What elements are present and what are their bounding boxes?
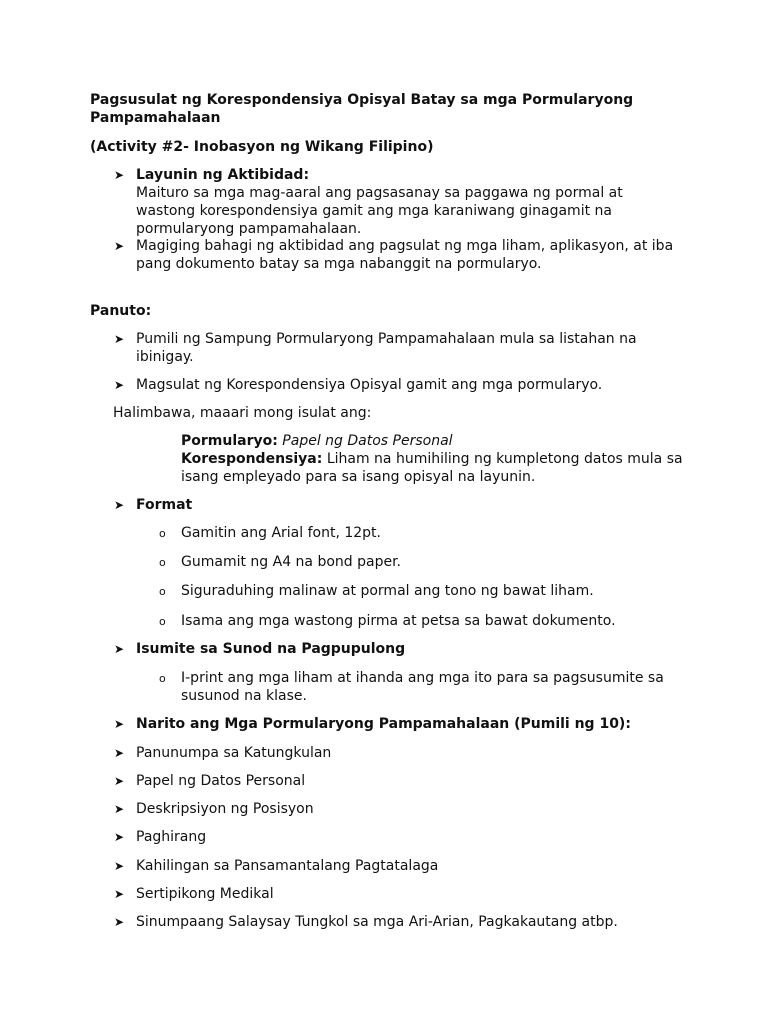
format-item: Isama ang mga wastong pirma at petsa sa bawat dokumento. — [181, 613, 616, 629]
arrowhead-bullet-icon: ➤ — [114, 887, 125, 901]
form-list-item: Sertipikong Medikal — [136, 886, 274, 902]
arrowhead-bullet-icon: ➤ — [114, 774, 125, 788]
example-intro: Halimbawa, maaari mong isulat ang: — [113, 405, 372, 421]
circle-bullet-icon: o — [159, 615, 166, 628]
example-correspondence-line — [181, 451, 683, 469]
example-form-line — [181, 433, 453, 451]
form-list-item: Kahilingan sa Pansamantalang Pagtatalaga — [136, 858, 439, 874]
form-list-item: Papel ng Datos Personal — [136, 773, 306, 789]
example-form-value: Papel ng Datos Personal — [282, 433, 453, 449]
format-item: Siguraduhing malinaw at pormal ang tono ng bawat liham. — [181, 583, 594, 599]
circle-bullet-icon: o — [159, 556, 166, 569]
arrowhead-bullet-icon: ➤ — [114, 239, 125, 253]
objective-line: pormularyong pampamahalaan. — [136, 221, 362, 237]
format-heading: Format — [136, 497, 193, 513]
arrowhead-bullet-icon: ➤ — [114, 859, 125, 873]
instructions-heading: Panuto: — [90, 303, 152, 319]
instruction-line: Pumili ng Sampung Pormularyong Pampamahalaan mula sa listahan na — [136, 331, 637, 347]
submit-heading: Isumite sa Sunod na Pagpupulong — [136, 641, 406, 657]
arrowhead-bullet-icon: ➤ — [114, 332, 125, 346]
arrowhead-bullet-icon: ➤ — [114, 802, 125, 816]
example-form-label: Pormularyo: — [181, 433, 278, 449]
example-correspondence-label: Korespondensiya: — [181, 451, 323, 467]
arrowhead-bullet-icon: ➤ — [114, 378, 125, 392]
format-item: Gumamit ng A4 na bond paper. — [181, 554, 402, 570]
objectives-heading: Layunin ng Aktibidad: — [136, 167, 310, 183]
form-list-item: Panunumpa sa Katungkulan — [136, 745, 332, 761]
arrowhead-bullet-icon: ➤ — [114, 717, 125, 731]
submit-line: susunod na klase. — [181, 688, 307, 704]
form-list-item: Paghirang — [136, 829, 207, 845]
objective-line: Magiging bahagi ng aktibidad ang pagsulat ng mga liham, aplikasyon, at iba — [136, 238, 674, 254]
document-subtitle: (Activity #2- Inobasyon ng Wikang Filipino) — [90, 139, 434, 155]
circle-bullet-icon: o — [159, 672, 166, 685]
form-list-item: Deskripsiyon ng Posisyon — [136, 801, 314, 817]
arrowhead-bullet-icon: ➤ — [114, 498, 125, 512]
instruction-line: Magsulat ng Korespondensiya Opisyal gamit ang mga pormularyo. — [136, 377, 603, 393]
circle-bullet-icon: o — [159, 527, 166, 540]
example-correspondence-value: Liham na humihiling ng kumpletong datos mula sa — [326, 451, 683, 467]
arrowhead-bullet-icon: ➤ — [114, 168, 125, 182]
arrowhead-bullet-icon: ➤ — [114, 830, 125, 844]
objective-line: wastong korespondensiya gamit ang mga karaniwang ginagamit na — [136, 203, 612, 219]
objective-line: pang dokumento batay sa mga nabanggit na pormularyo. — [136, 256, 542, 272]
form-list-item: Sinumpaang Salaysay Tungkol sa mga Ari-Arian, Pagkakautang atbp. — [136, 914, 618, 930]
document-title — [90, 92, 650, 127]
document-title-text: Pagsusulat ng Korespondensiya Opisyal Batay sa mga Pormularyong Pampamahalaan — [90, 92, 634, 126]
submit-line: I-print ang mga liham at ihanda ang mga ito para sa pagsusumite sa — [181, 670, 664, 686]
circle-bullet-icon: o — [159, 585, 166, 598]
arrowhead-bullet-icon: ➤ — [114, 642, 125, 656]
instruction-line: ibinigay. — [136, 349, 194, 365]
objective-line: Maituro sa mga mag-aaral ang pagsasanay sa paggawa ng pormal at — [136, 185, 623, 201]
arrowhead-bullet-icon: ➤ — [114, 915, 125, 929]
format-item: Gamitin ang Arial font, 12pt. — [181, 525, 381, 541]
forms-heading: Narito ang Mga Pormularyong Pampamahalaan (Pumili ng 10): — [136, 716, 631, 732]
arrowhead-bullet-icon: ➤ — [114, 746, 125, 760]
example-correspondence-continued: isang empleyado para sa isang opisyal na layunin. — [181, 469, 536, 485]
